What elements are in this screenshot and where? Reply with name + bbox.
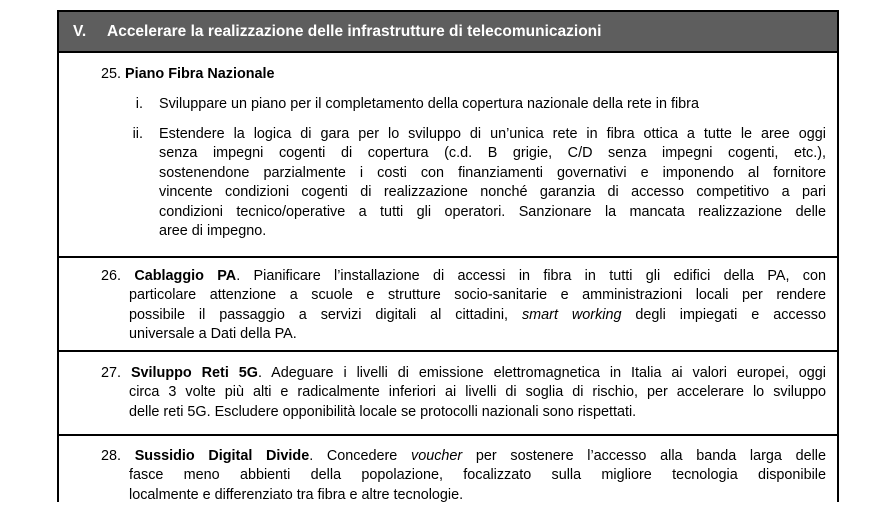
- item-26-line: particolare attenzione a scuole e strutture socio-sanitarie e amministrazioni locali per rendere: [129, 287, 826, 304]
- item-28-line: localmente e differenziato tra fibra e altre tecnologie.: [129, 486, 464, 503]
- item-text-italic: smart working: [521, 306, 622, 323]
- subitem-text-line: Estendere la logica di gara per lo sviluppo di un’unica rete in fibra ottica a tutte le aree oggi: [159, 126, 826, 142]
- subitem-text: Sviluppare un piano per il completamento della copertura nazionale della rete in fibra: [159, 96, 699, 112]
- item-title: Sviluppo Reti 5G: [130, 365, 258, 381]
- item-number: 27.: [101, 365, 122, 381]
- subitem-text-line: sostenendone parzialmente i costi con finanziamenti governativi e imponendo al fornitore: [159, 164, 826, 181]
- subitem-numeral: ii.: [132, 126, 143, 142]
- item-number: 26.: [101, 268, 122, 284]
- item-28: [59, 436, 837, 502]
- subitem-text-line: condizioni tecnico/operative a tutti gli operatori. Sanzionare la mancata realizzazione delle: [159, 203, 826, 220]
- item-title: Cablaggio PA: [134, 268, 237, 284]
- section-numeral: V.: [73, 22, 87, 40]
- item-text: degli impiegati e accesso: [621, 306, 826, 323]
- item-25: [59, 53, 837, 258]
- item-26-line: universale a Dati della PA.: [129, 326, 297, 343]
- item-number: 25.: [101, 66, 122, 82]
- item-27-line: [101, 364, 826, 383]
- section-table: [57, 10, 839, 502]
- subitem-text-line: aree di impegno.: [159, 223, 267, 239]
- item-text: . Pianificare l’installazione di accessi in fibra in tutti gli edifici della PA, con: [236, 268, 827, 284]
- subitem-text-line: vincente condizioni cogenti di realizzazione nonché garanzia di accesso competitivo a pari: [159, 184, 826, 201]
- item-27-line: delle reti 5G. Escludere opponibilità locale se protocolli nazionali sono rispettati.: [129, 403, 637, 420]
- item-text-italic: voucher: [411, 448, 463, 464]
- item-28-line: [101, 447, 826, 466]
- item-text: . Adeguare i livelli di emissione elettromagnetica in Italia ai valori europei, oggi: [257, 365, 826, 381]
- subitem-text-line: senza impegni cogenti di copertura (c.d. B grigie, C/D senza impegni cogenti, etc.),: [159, 145, 826, 162]
- section-header: [59, 12, 837, 53]
- item-title: Sussidio Digital Divide: [134, 448, 310, 464]
- item-28-line: fasce meno abbienti della popolazione, focalizzato sulla migliore tecnologia disponibile: [129, 467, 826, 484]
- item-27-line: circa 3 volte più alti e radicalmente inferiori ai livelli di soglia di rischio, per accelerare lo sviluppo: [129, 384, 826, 401]
- item-26: [59, 258, 837, 352]
- item-25-heading: [101, 65, 275, 84]
- item-text: per sostenere l’accesso alla banda larga delle: [462, 448, 826, 464]
- item-26-line: [101, 267, 826, 286]
- item-number: 28.: [101, 448, 122, 464]
- section-title: Accelerare la realizzazione delle infrastrutture di telecomunicazioni: [107, 22, 602, 40]
- item-text: possibile il passaggio a servizi digitali al cittadini,: [129, 306, 522, 323]
- item-26-line: [129, 306, 826, 325]
- item-title: Piano Fibra Nazionale: [125, 66, 275, 82]
- subitem-numeral: i.: [135, 96, 143, 112]
- item-text: . Concedere: [309, 448, 411, 464]
- item-27: [59, 352, 837, 436]
